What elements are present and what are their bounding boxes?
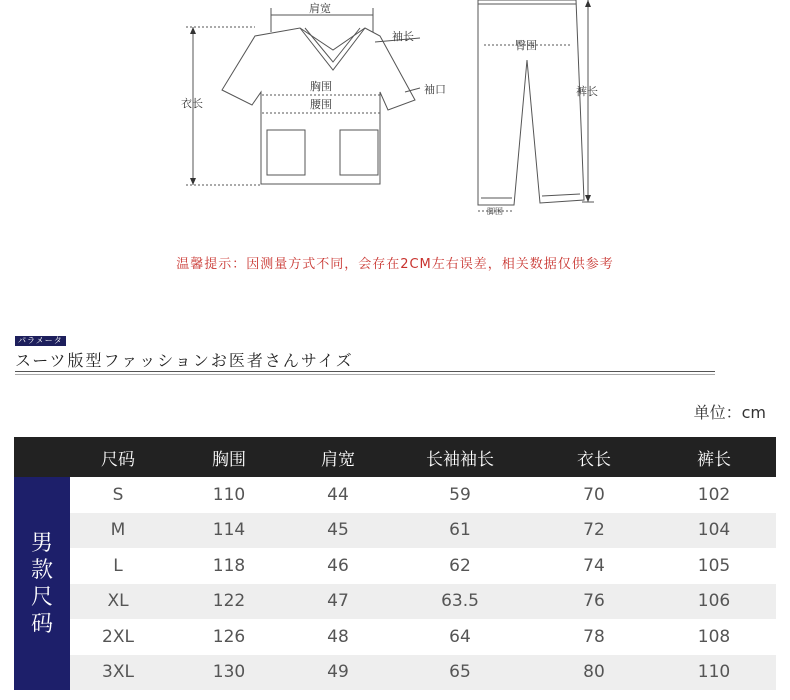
cell-chest: 122 (212, 591, 246, 612)
label-hem: 脚围 (487, 207, 503, 216)
group-label-cell (14, 477, 70, 690)
measurement-diagram (0, 0, 790, 220)
label-waist: 腰围 (310, 98, 332, 111)
cell-shoulder: 46 (327, 555, 349, 576)
header-cell-length: 衣长 (577, 449, 611, 470)
cell-pants: 104 (697, 520, 731, 541)
cell-pants: 110 (697, 662, 731, 683)
label-cuff: 袖口 (424, 83, 446, 96)
cell-length: 78 (583, 626, 605, 647)
header-cell-sleeve: 长袖袖长 (426, 449, 494, 470)
cell-length: 70 (583, 484, 605, 505)
shirt-left-pocket (267, 130, 305, 175)
title-rule-secondary (15, 374, 715, 375)
table-row (70, 619, 776, 655)
cell-sleeve: 63.5 (441, 591, 479, 612)
cell-shoulder: 47 (327, 591, 349, 612)
cell-chest: 114 (212, 520, 246, 541)
cell-size: 3XL (102, 662, 134, 683)
unit-label: 单位：cm (693, 403, 766, 422)
cell-sleeve: 62 (449, 555, 471, 576)
cell-sleeve: 64 (449, 626, 471, 647)
cell-shoulder: 48 (327, 626, 349, 647)
cell-shoulder: 45 (327, 520, 349, 541)
section-tag: パラメータ (15, 336, 66, 346)
label-chest: 胸围 (310, 80, 332, 93)
cell-length: 74 (583, 555, 605, 576)
size-table-body (14, 477, 776, 690)
cell-sleeve: 59 (449, 484, 471, 505)
cell-pants: 108 (697, 626, 731, 647)
cell-sleeve: 61 (449, 520, 471, 541)
table-row (70, 513, 776, 549)
cell-shoulder: 44 (327, 484, 349, 505)
table-row (70, 655, 776, 691)
cell-pants: 106 (697, 591, 731, 612)
label-pants-length: 裤长 (576, 85, 598, 98)
cell-size: 2XL (102, 626, 134, 647)
cell-pants: 105 (697, 555, 731, 576)
label-sleeve-length: 袖长 (392, 30, 414, 43)
cell-chest: 118 (212, 555, 246, 576)
cell-pants: 102 (697, 484, 731, 505)
group-label: 男款尺码 (31, 530, 54, 637)
cell-length: 72 (583, 520, 605, 541)
cell-sleeve: 65 (449, 662, 471, 683)
cell-length: 76 (583, 591, 605, 612)
cell-length: 80 (583, 662, 605, 683)
header-cell-shoulder: 肩宽 (321, 449, 355, 470)
pants-outline (478, 0, 584, 205)
label-hip: 臀围 (515, 39, 537, 52)
cell-size: M (110, 520, 126, 541)
cell-shoulder: 49 (327, 662, 349, 683)
label-shoulder: 肩宽 (309, 2, 331, 15)
section-title: スーツ版型ファッションお医者さんサイズ (15, 351, 354, 370)
table-row (70, 477, 776, 513)
cell-size: S (112, 484, 124, 505)
table-row (70, 548, 776, 584)
cell-chest: 126 (212, 626, 246, 647)
measurement-notice: 温馨提示：因测量方式不同，会存在2CM左右误差，相关数据仅供参考 (176, 257, 614, 272)
cell-chest: 110 (212, 484, 246, 505)
size-rows (70, 477, 776, 690)
size-table (14, 437, 776, 690)
title-rule (15, 371, 715, 372)
cell-size: L (113, 555, 123, 576)
cell-chest: 130 (212, 662, 246, 683)
table-row (70, 584, 776, 620)
header-cell-chest: 胸围 (212, 449, 246, 470)
header-cell-size: 尺码 (101, 449, 135, 470)
header-cell-pants: 裤长 (697, 449, 731, 470)
cell-size: XL (107, 591, 129, 612)
size-table-header (14, 437, 776, 477)
label-body-length: 衣长 (181, 97, 203, 110)
shirt-right-pocket (340, 130, 378, 175)
